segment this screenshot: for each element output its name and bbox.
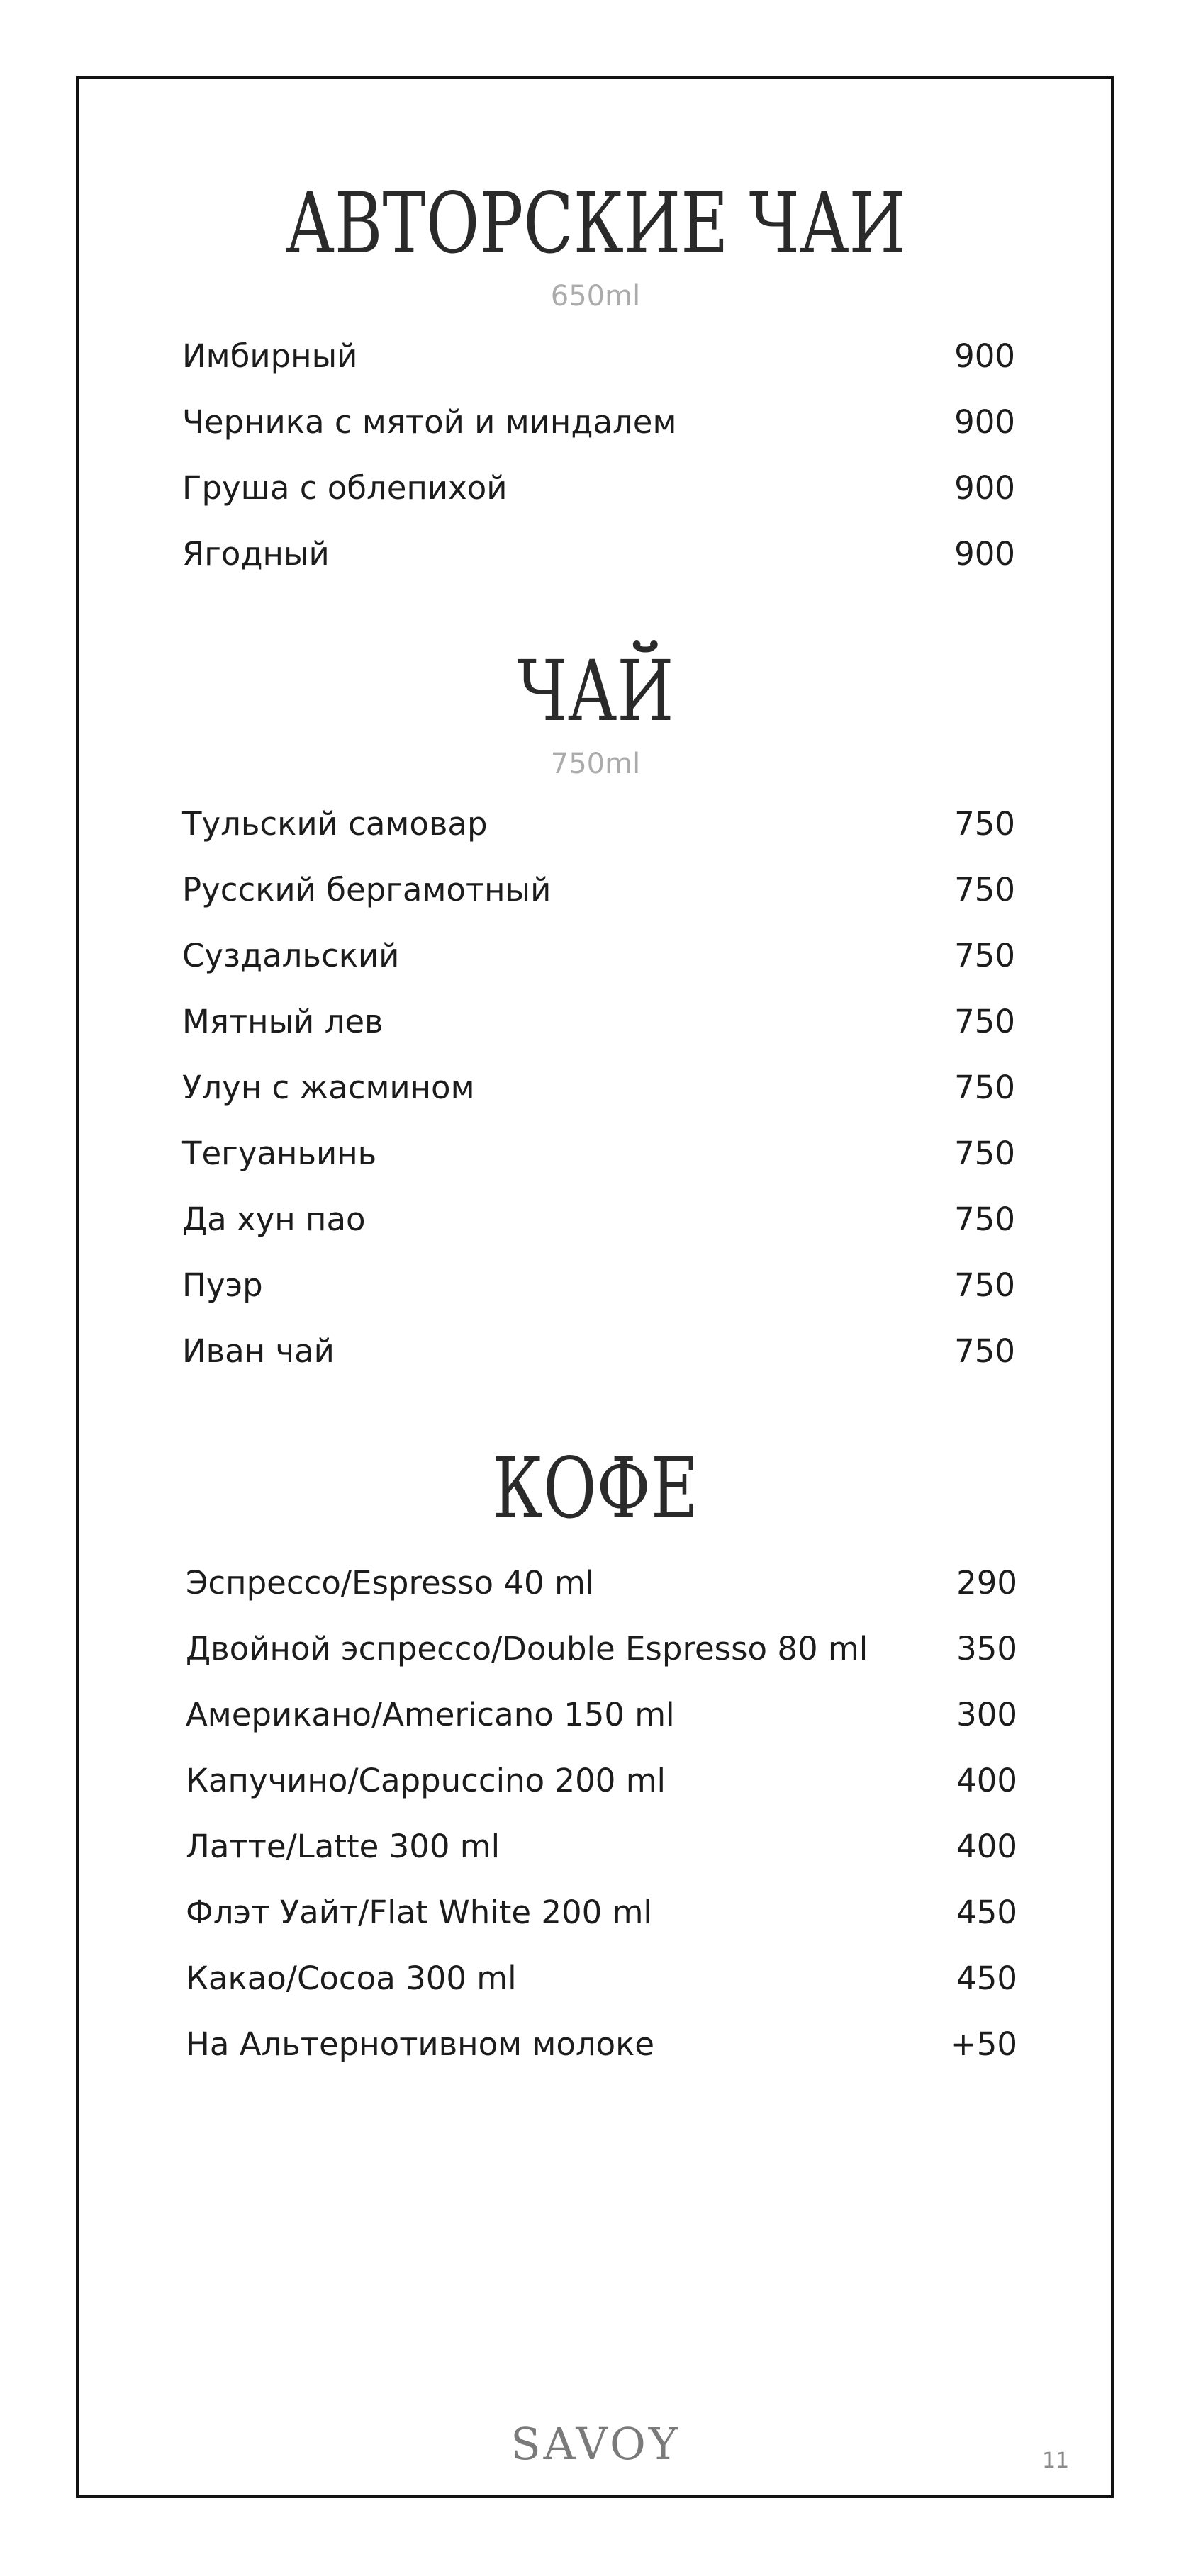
item-name: Тегуаньинь: [182, 1135, 377, 1172]
item-name: Суздальский: [182, 937, 400, 974]
item-price: 750: [954, 1266, 1015, 1304]
section-title-coffee: КОФЕ: [492, 1439, 699, 1537]
item-name: Какао/Cocoa 300 ml: [186, 1959, 517, 1997]
item-name: Флэт Уайт/Flat White 200 ml: [186, 1894, 652, 1931]
item-price: 750: [954, 871, 1015, 909]
item-name: Груша с облепихой: [182, 469, 508, 507]
item-name: Имбирный: [182, 337, 358, 375]
brand-logo: SAVOY: [510, 2418, 681, 2470]
item-name: Иван чай: [182, 1332, 335, 1370]
item-price: 400: [956, 1828, 1017, 1865]
item-name: Русский бергамотный: [182, 871, 552, 909]
item-price: +50: [950, 2025, 1017, 2063]
item-price: 750: [954, 1332, 1015, 1370]
item-name: Двойной эспрессо/Double Espresso 80 ml: [186, 1630, 868, 1667]
section-volume-author-tea: 650ml: [550, 280, 641, 313]
item-price: 750: [954, 1135, 1015, 1172]
item-name: Тульский самовар: [182, 805, 488, 843]
item-name: На Альтернотивном молоке: [186, 2025, 655, 2063]
section-title-author-tea: АВТОРСКИЕ ЧАИ: [285, 174, 906, 272]
item-price: 900: [954, 403, 1015, 441]
item-name: Капучино/Cappuccino 200 ml: [186, 1762, 666, 1799]
item-price: 750: [954, 1003, 1015, 1040]
item-name: Латте/Latte 300 ml: [186, 1828, 501, 1865]
item-price: 900: [954, 337, 1015, 375]
item-price: 450: [956, 1959, 1017, 1997]
item-price: 750: [954, 1069, 1015, 1106]
item-price: 900: [954, 469, 1015, 507]
item-price: 400: [956, 1762, 1017, 1799]
item-name: Улун с жасмином: [182, 1069, 475, 1106]
item-name: Эспрессо/Espresso 40 ml: [186, 1564, 595, 1602]
item-price: 300: [956, 1696, 1017, 1733]
item-price: 750: [954, 805, 1015, 843]
section-title-tea: ЧАЙ: [517, 642, 674, 740]
item-name: Пуэр: [182, 1266, 263, 1304]
item-name: Да хун пао: [182, 1200, 366, 1238]
section-volume-tea: 750ml: [550, 748, 641, 780]
item-price: 290: [956, 1564, 1017, 1602]
item-price: 750: [954, 1200, 1015, 1238]
item-price: 900: [954, 535, 1015, 573]
item-price: 750: [954, 937, 1015, 974]
item-price: 350: [956, 1630, 1017, 1667]
item-price: 450: [956, 1894, 1017, 1931]
page-number: 11: [1042, 2448, 1070, 2473]
item-name: Американо/Americano 150 ml: [186, 1696, 675, 1733]
item-name: Мятный лев: [182, 1003, 384, 1040]
item-name: Черника с мятой и миндалем: [182, 403, 677, 441]
item-name: Ягодный: [182, 535, 330, 573]
